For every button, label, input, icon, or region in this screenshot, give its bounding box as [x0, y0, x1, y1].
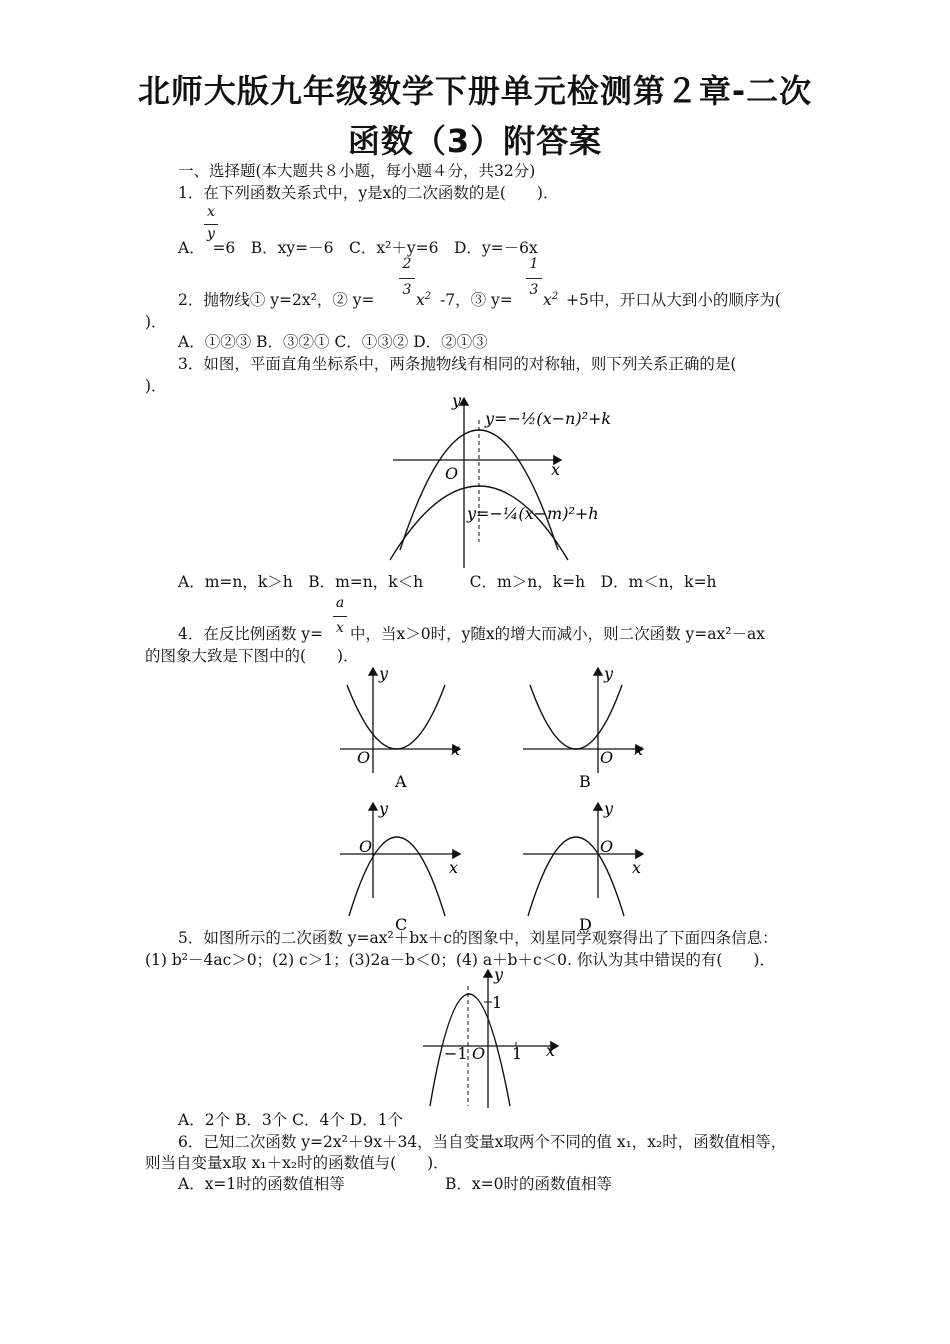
q4-stem-a: 4．在反比例函数 y= — [178, 625, 324, 643]
q5-tick-xneg1: −1 — [444, 1044, 468, 1063]
q4b-origin: O — [600, 748, 614, 767]
q4-graph-d — [518, 798, 648, 933]
q4a-caption: A — [395, 772, 407, 791]
q4d-axis-x: x — [632, 858, 642, 877]
q2-frac2-bar — [526, 278, 542, 279]
q4d-caption: D — [579, 915, 592, 933]
q3-graph — [375, 392, 615, 572]
q4-graph-c — [335, 798, 465, 933]
q1-frac-bar — [204, 224, 218, 225]
q4a-axis-x: x — [451, 740, 461, 759]
q4-frac-bar — [333, 616, 347, 617]
q4d-origin: O — [600, 837, 614, 856]
q5-stem-b: (1) b²－4ac＞0；(2) c＞1；(3)2a－b＜0；(4) a＋b＋c＜0. 你认为其中错误的有( )． — [145, 951, 775, 969]
q3-origin: O — [445, 464, 459, 483]
q1-frac-num: x — [207, 204, 215, 220]
q4-frac-den: x — [336, 620, 344, 636]
q2-stem-b: -7，③ y= — [440, 291, 513, 309]
q6-stem: 6．已知二次函数 y=2x²＋9x＋34，当自变量x取两个不同的值 x₁，x₂时，函数值相等， — [178, 1133, 787, 1151]
q4b-caption: B — [579, 772, 591, 791]
q3-curve-label-2: y=−¼(x−m)²+h — [467, 504, 599, 523]
q1-options: A． =6 B．xy=－6 C．x²＋y=6 D．y=－6x — [178, 239, 538, 257]
q2-stem-a: 2．抛物线① y=2x²，② y= — [178, 291, 375, 309]
q2-frac2-num: 1 — [529, 256, 539, 272]
q2-frac1-num: 2 — [402, 256, 412, 272]
q3-axis-x: x — [551, 460, 561, 479]
doc-title-line2: 函数（3）附答案 — [347, 122, 603, 160]
q5-axis-y: y — [494, 966, 504, 984]
q4-frac-num: a — [335, 595, 345, 611]
section-heading: 一、选择题(本大题共８小题，每小题４分，共32分) — [178, 162, 536, 180]
q4b-axis-y: y — [604, 664, 614, 683]
doc-title-line1: 北师大版九年级数学下册单元检测第２章-二次 — [137, 72, 813, 110]
q5-graph — [418, 966, 568, 1111]
q4a-origin: O — [357, 748, 371, 767]
q3-curve-label-1: y=−½(x−n)²+k — [485, 409, 612, 428]
q2-frac2-den: 3 — [529, 282, 539, 298]
q4c-axis-y: y — [379, 799, 389, 818]
q6-option-a: A．x=1时的函数值相等 — [178, 1175, 345, 1193]
q4-stem-c: 的图象大致是下图中的( )． — [145, 647, 359, 665]
q2-options: A．①②③ B．③②① C．①③② D．②①③ — [178, 333, 488, 351]
q4c-axis-x: x — [449, 858, 459, 877]
q3-axis-y: y — [452, 392, 462, 410]
q5-tick-x1: 1 — [512, 1044, 523, 1063]
q2-x2-1: $x^2$ — [416, 291, 432, 309]
q3-stem-b: )． — [145, 377, 167, 395]
q4-graph-b — [518, 663, 648, 793]
q5-options: A．2个 B．3个 C．4个 D．1个 — [178, 1111, 404, 1129]
q3-options: A．m=n，k＞h B．m=n，k＜h C．m＞n，k=h D．m＜n，k=h — [178, 573, 717, 591]
q3-stem: 3．如图，平面直角坐标系中，两条抛物线有相同的对称轴，则下列关系正确的是( — [178, 355, 737, 373]
q4c-origin: O — [359, 837, 373, 856]
q5-tick-y1: 1 — [492, 993, 503, 1012]
q2-stem-c: +5中，开口从大到小的顺序为( — [566, 291, 781, 309]
q1-stem: 1．在下列函数关系式中，y是x的二次函数的是( )． — [178, 184, 559, 202]
q4-stem-b: 中，当x＞0时，y随x的增大而减小，则二次函数 y=ax²－ax — [350, 625, 765, 643]
q4-graph-a — [335, 663, 465, 793]
q6-stem-b: 则当自变量x取 x₁＋x₂时的函数值与( )． — [145, 1154, 449, 1172]
q2-frac1-bar — [399, 278, 415, 279]
q5-stem: 5．如图所示的二次函数 y=ax²＋bx＋c的图象中，刘星同学观察得出了下面四条信息： — [178, 929, 778, 947]
q5-origin: O — [472, 1044, 486, 1063]
q2-frac1-den: 3 — [402, 282, 412, 298]
q1-frac-den: y — [207, 226, 215, 242]
q2-stem-d: )． — [145, 313, 167, 331]
q4a-axis-y: y — [379, 664, 389, 683]
q6-option-b: B．x=0时的函数值相等 — [445, 1175, 612, 1193]
q4c-caption: C — [395, 915, 408, 933]
q4d-axis-y: y — [604, 799, 614, 818]
q4b-axis-x: x — [634, 740, 644, 759]
q2-x2-2: $x^2$ — [543, 291, 559, 309]
q5-axis-x: x — [546, 1041, 556, 1060]
